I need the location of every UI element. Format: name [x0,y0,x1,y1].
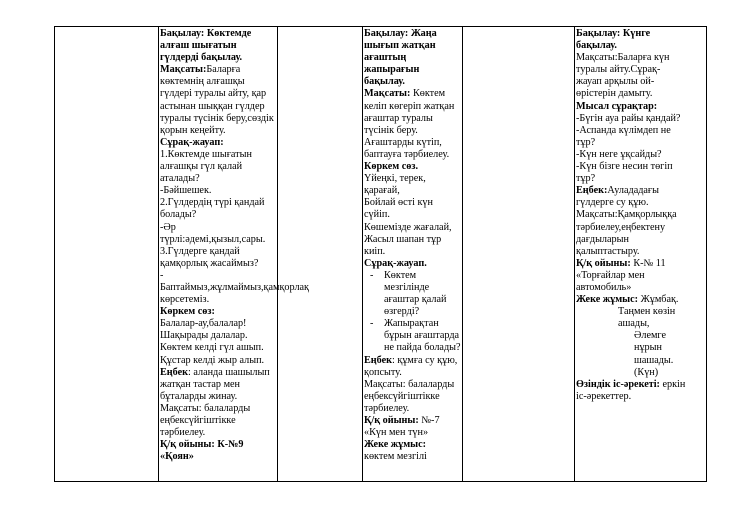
text-line [576,379,686,403]
text-content: -Әр түрлі:әдемі,қызыл,сары. [160,221,266,245]
text-content: көктем мезгілі [364,451,427,463]
text-line [160,246,276,270]
text-line [576,294,686,306]
text-line [160,222,276,246]
text-line [160,185,276,197]
column-divider [158,27,159,481]
text-line [160,28,276,64]
text-line [160,439,276,463]
column-divider [277,27,278,481]
text-content: Бақылау: Жаңа шығып жатқан ағаштың жапырағын бақылау. [364,28,437,88]
text-content: Көктем келді гүл ашып. [160,342,264,354]
text-content: Жасыл шапан тұр киіп. [364,233,442,257]
text-content: Аулададағы гүлдерге су құю. [576,185,659,209]
text-content: Бойлай өсті күн сүйіп. [364,197,433,221]
text-line [160,197,276,221]
text-line [364,318,461,354]
text-content: Көркем сөз: [160,306,215,318]
text-line [160,281,310,306]
text-content: «Күн мен түн» [364,427,429,439]
text-line [160,355,276,367]
text-content: К-№ 11 «Торғайлар мен автомобиль» [576,257,666,293]
text-content: Үйеңкі, терек, қарағай, [364,173,426,197]
text-content: -Күн бізге несин төгіп тұр? [576,161,673,185]
text-content: Баларға көктемнің алғашқы гүлдері туралы айту, қар астынан шыққан гүлдер туралы түсінік беру,сөздік қорын кеңейту. [160,64,274,136]
text-content: Таңмен көзін ашады, [618,306,676,330]
text-line [160,318,276,330]
text-line [160,367,276,403]
text-content: Жеке жұмыс: [364,439,427,451]
text-content: Құстар келді жыр алып. [160,354,265,366]
text-line [576,306,686,330]
text-content: Қ/қ ойыны: К-№9 «Қоян» [160,439,244,463]
bullet-dash: - [370,269,374,281]
text-line [364,451,461,463]
bullet-dash: - [370,318,374,330]
text-line [364,379,461,415]
text-line [364,197,461,221]
text-content: : аланда шашылып жатқан тастар мен бұталарды жинау. [160,366,270,402]
schedule-table [54,26,707,482]
text-line [160,306,276,318]
text-content: Балалар-ау,балалар! [160,318,247,330]
text-line [160,403,276,439]
column-divider [362,27,363,481]
label-keyword: Қ/қ ойыны: [576,257,631,269]
text-content: Бақылау: Күнге бақылау. [576,28,651,52]
text-line [364,355,461,379]
label-keyword: Өзіндік іс-әрекеті: [576,378,660,390]
text-content: Шақырады далалар. [160,330,248,342]
text-line [364,258,461,270]
text-line [160,330,276,342]
text-content: 1.Көктемде шығатын алғашқы гүл қалай аталады? [160,148,252,185]
text-content: Жапырақтан бұрын ағаштарда не пайда болады? [384,318,461,354]
text-content: - [160,269,164,281]
text-content: 3.Гүлдерге қандай қамқорлық жасаймыз? [160,245,259,269]
text-line [160,149,276,185]
text-content: Сұрақ-жауап. [364,257,427,269]
text-line [364,270,461,318]
text-content: Бақылау: Көктемде алғаш шығатын гүлдерді бақылау. [160,28,252,64]
text-content: еркін іс-әрекеттер. [576,378,686,402]
text-line [576,209,686,257]
text-content: -Бәйшешек. [160,185,212,197]
text-content: Мақсаты: балаларды еңбексүйгіштікке тәрбиелеу. [364,378,455,414]
text-content: Мақсаты:Баларға күн туралы айту.Сұрақ-жауап арқылы ой-өрістерін дамыту. [576,52,670,100]
text-line [364,161,461,173]
label-keyword: Жеке жұмыс: [576,294,639,306]
text-line [364,415,461,427]
text-line [576,52,686,100]
text-content: Көркем сөз. [364,161,419,173]
text-content: Жұмбақ. [638,294,679,306]
text-line [160,342,276,354]
text-content: Мақсаты:Қамқорлыққа тәрбиелеу,еңбектену дағдыларын қалыптастыру. [576,209,677,257]
text-content: -Бүгін ауа райы қандай? [576,112,681,124]
text-content: Көшемізде жағалай, [364,221,452,233]
text-content: Мысал сұрақтар: [576,100,658,112]
text-line [160,270,276,282]
text-content: 2.Гүлдердің түрі қандай болады? [160,197,265,221]
text-line [160,137,276,149]
text-line [364,173,461,197]
text-line [576,161,686,185]
label-keyword: Қ/қ ойыны: [364,415,419,426]
text-content: -Күн неге ұқсайды? [576,148,662,160]
text-line [364,427,461,439]
text-line [160,64,276,137]
text-line [576,330,686,378]
text-content: Мақсаты: балаларды еңбексүйгіштікке тәрбиелеу. [160,402,251,439]
text-line [576,113,686,125]
text-line [576,185,686,209]
text-content: -Аспанда күлімдеп не тұр? [576,124,671,148]
text-line [576,101,686,113]
text-line [576,149,686,161]
day-column-2 [364,28,461,482]
text-content: №-7 [418,415,440,426]
text-content: Әлемге нұрын шашады. (Күн) [634,330,674,378]
label-keyword: Мақсаты: [364,88,411,100]
day-column-3 [576,28,686,482]
label-keyword: Еңбек [160,366,189,378]
label-keyword: Еңбек: [576,185,608,197]
text-content: Көктем келіп көгеріп жатқан ағаштар туралы түсінік беру. Ағаштарды күтіп, баптауға тәрбиелеу. [364,88,455,160]
day-column-1 [160,28,310,482]
column-divider [462,27,463,481]
text-line [364,88,461,161]
text-line [576,258,686,294]
label-keyword: Мақсаты: [160,64,207,76]
text-content: : құмға су құю, қопсыту. [364,354,458,378]
text-line [576,28,686,52]
label-keyword: Еңбек [364,354,393,366]
text-line [576,125,686,149]
text-line [364,439,461,451]
text-line [364,28,461,88]
text-content: Баптаймыз,жұлмаймыз,қамқорлақ көрсетеміз. [160,281,310,306]
column-divider [574,27,575,481]
text-line [364,234,461,258]
text-line [364,222,461,234]
text-content: Сұрақ-жауап: [160,136,224,148]
text-content: Көктем мезгілінде ағаштар қалай өзгерді? [384,269,447,318]
